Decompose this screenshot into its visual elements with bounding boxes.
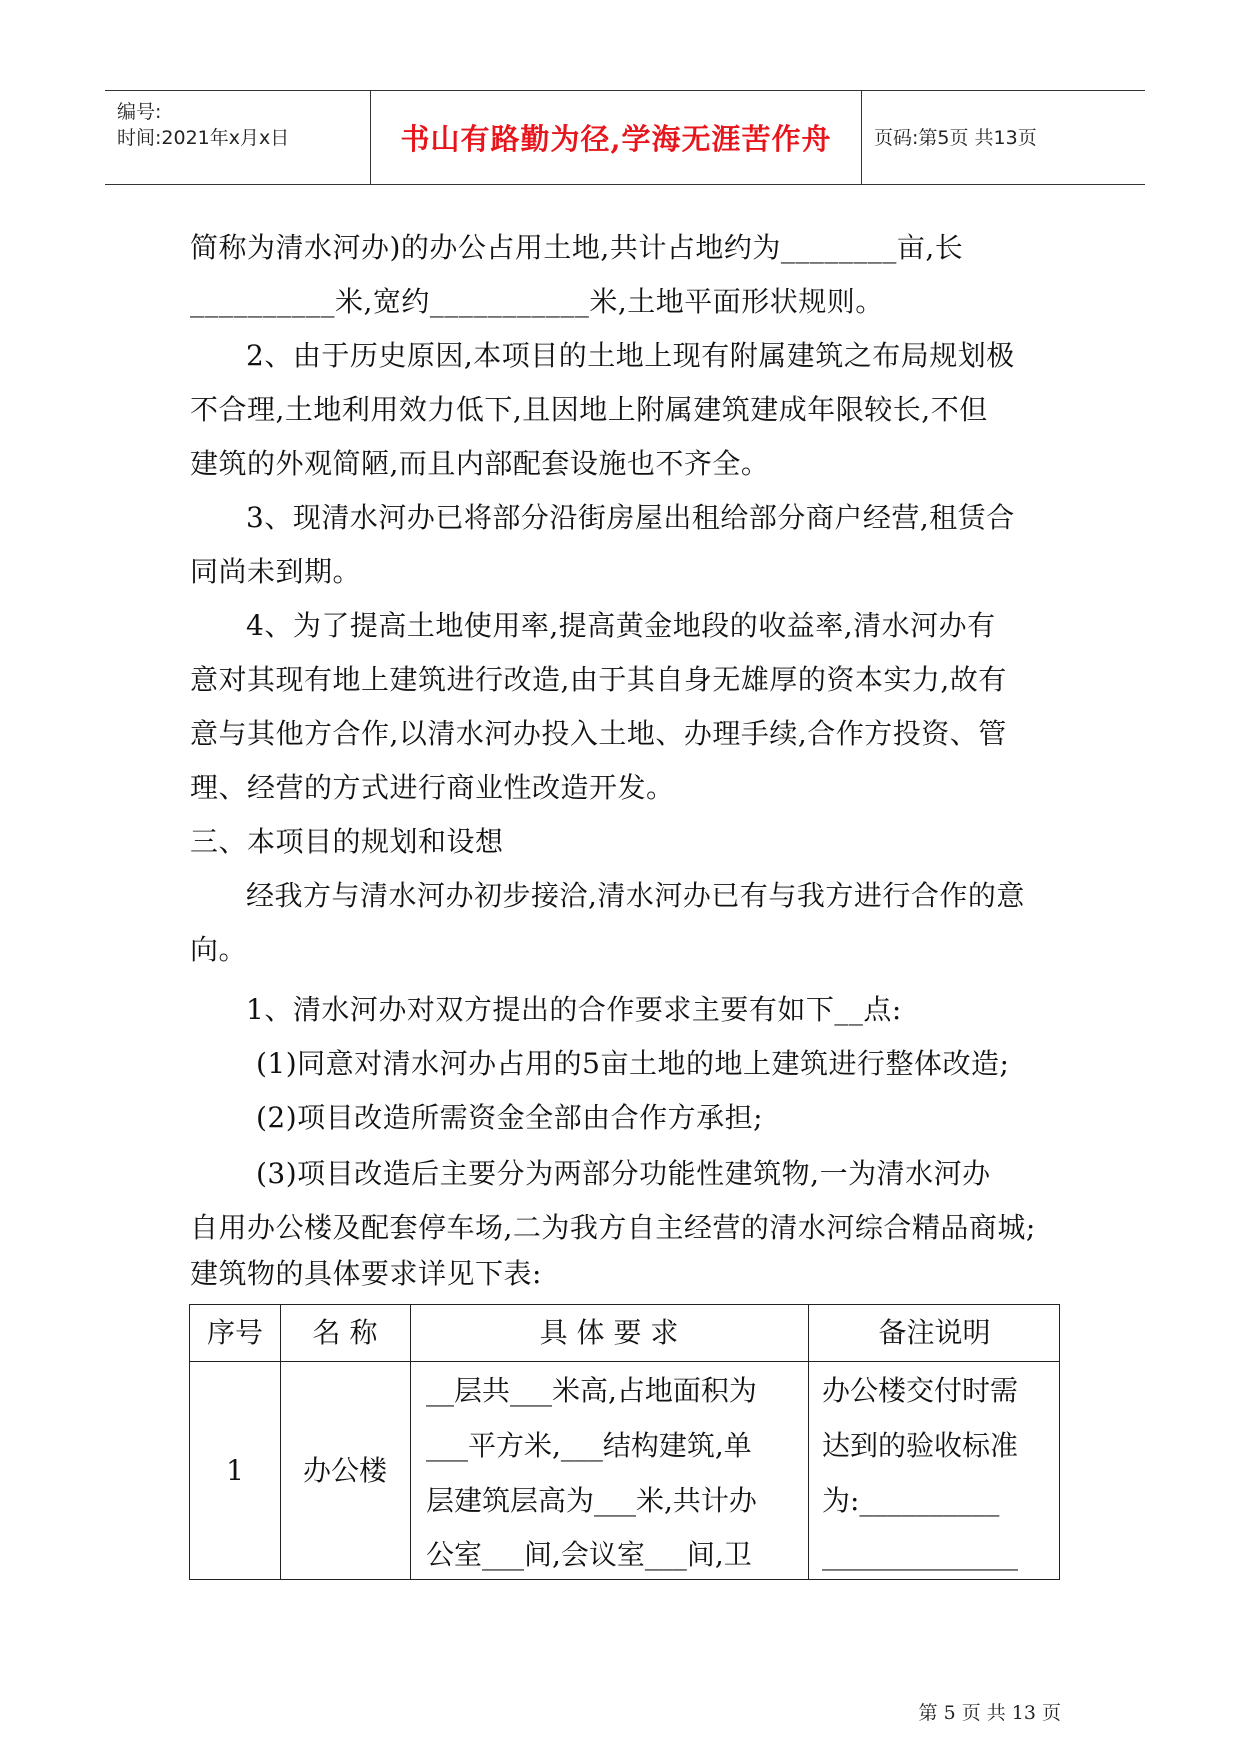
body-line: 3、现清水河办已将部分沿街房屋出租给部分商户经营,租赁合 (246, 501, 1015, 534)
requirements-table (189, 1304, 1060, 1580)
body-line: (2)项目改造所需资金全部由合作方承担; (256, 1101, 764, 1134)
body-line: 不合理,土地利用效力低下,且因地上附属建筑建成年限较长,不但 (190, 393, 988, 426)
body-line: 2、由于历史原因,本项目的土地上现有附属建筑之布局规划极 (246, 339, 1015, 372)
table-cell-note-line: ______________ (822, 1538, 1018, 1571)
body-line: 简称为清水河办)的办公占用土地,共计占地约为________亩,长 (190, 231, 964, 264)
section-heading: 三、本项目的规划和设想 (190, 825, 504, 858)
table-cell-requirement-line: __层共___米高,占地面积为 (426, 1374, 757, 1407)
header-motto: 书山有路勤为径,学海无涯苦作舟 (400, 122, 832, 156)
header-page-number: 页码:第5页 共13页 (874, 127, 1037, 149)
body-line: (1)同意对清水河办占用的5亩土地的地上建筑进行整体改造; (256, 1047, 1010, 1080)
body-line: __________米,宽约___________米,土地平面形状规则。 (190, 285, 884, 318)
body-line: (3)项目改造后主要分为两部分功能性建筑物,一为清水河办 (256, 1157, 991, 1190)
body-line: 同尚未到期。 (190, 555, 362, 588)
body-line: 意对其现有地上建筑进行改造,由于其自身无雄厚的资本实力,故有 (190, 663, 1007, 696)
table-cell-name: 办公楼 (302, 1454, 387, 1487)
header-meta-cell (105, 91, 370, 184)
body-line: 意与其他方合作,以清水河办投入土地、办理手续,合作方投资、管 (190, 717, 1007, 750)
table-cell-note-line: 办公楼交付时需 (822, 1374, 1019, 1407)
header-motto-cell (370, 91, 862, 184)
table-header-cell: 备注说明 (878, 1316, 991, 1349)
body-line: 理、经营的方式进行商业性改造开发。 (190, 771, 675, 804)
page-footer: 第 5 页 共 13 页 (918, 1702, 1061, 1724)
table-header-cell: 序号 (206, 1316, 263, 1349)
table-header-cell: 具 体 要 求 (539, 1316, 679, 1349)
body-line: 1、清水河办对双方提出的合作要求主要有如下__点: (246, 993, 902, 1026)
header-page-cell (862, 91, 1145, 184)
body-line: 自用办公楼及配套停车场,二为我方自主经营的清水河综合精品商城; (190, 1211, 1036, 1244)
table-header-cell: 名 称 (312, 1316, 378, 1349)
document-time-label: 时间:2021年x月x日 (117, 127, 290, 149)
body-line: 4、为了提高土地使用率,提高黄金地段的收益率,清水河办有 (246, 609, 996, 642)
page-header (105, 90, 1145, 185)
table-cell-note-line: 达到的验收标准 (822, 1429, 1019, 1462)
body-line: 建筑的外观简陋,而且内部配套设施也不齐全。 (190, 447, 770, 480)
body-line: 经我方与清水河办初步接洽,清水河办已有与我方进行合作的意 (246, 879, 1025, 912)
table-cell-requirement-line: ___平方米,___结构建筑,单 (426, 1429, 752, 1462)
body-line: 建筑物的具体要求详见下表: (190, 1257, 542, 1290)
document-number-label: 编号: (117, 101, 162, 123)
table-cell-note-line: 为:__________ (822, 1484, 1000, 1517)
table-cell-requirement-line: 公室___间,会议室___间,卫 (426, 1538, 752, 1571)
table-cell-number: 1 (226, 1454, 244, 1487)
table-cell-requirement-line: 层建筑层高为___米,共计办 (426, 1484, 757, 1517)
body-line: 向。 (190, 933, 248, 966)
table-divider (190, 1361, 1059, 1362)
